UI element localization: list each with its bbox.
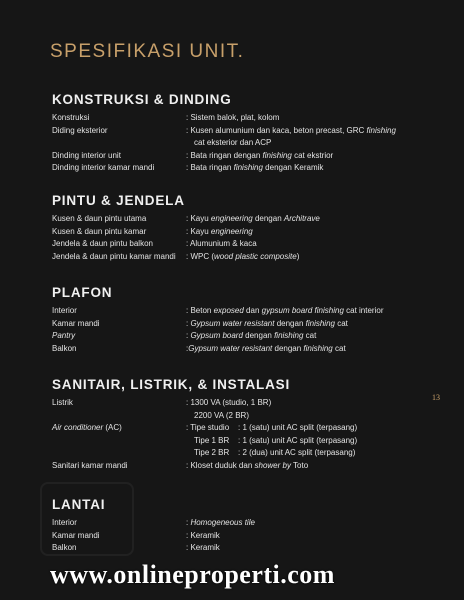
section-title: KONSTRUKSI & DINDING [52,92,232,107]
spec-row [52,305,442,318]
spec-row-listrik-2 [52,410,442,423]
spec-row [52,343,442,356]
section-lantai [52,497,442,555]
spec-value: : Beton exposed dan gypsum board finishing cat interior [186,306,384,315]
watermark-text: www.onlineproperti.com [50,560,335,589]
ac-type: : Tipe studio [186,423,230,432]
spec-value: : Bata ringan finishing dengan Keramik [186,163,324,172]
ac-value: : 1 (satu) unit AC split (terpasang) [238,423,358,432]
spec-row [52,251,442,264]
spec-label: Dinding interior kamar mandi [52,163,155,172]
page-title: SPESIFIKASI UNIT. [50,41,245,62]
spec-row [52,125,442,150]
spec-label: Jendela & daun pintu balkon [52,239,153,248]
spec-value: : Homogeneous tile [186,518,255,527]
section-sanitair [52,377,442,472]
spec-label: Kamar mandi [52,318,100,328]
spec-value: :Gypsum water resistant dengan finishing cat [186,343,346,353]
spec-row-ac [52,435,442,448]
spec-value: : Kayu engineering [186,226,253,236]
spec-value: : Gypsum board dengan finishing cat [186,331,317,340]
spec-row [52,318,442,331]
spec-row [52,517,442,530]
spec-label: Kamar mandi [52,530,100,540]
spec-value: : Bata ringan dengan finishing cat ekstrior [186,150,334,160]
spec-value: 2200 VA (2 BR) [194,410,249,420]
spec-label: Pantry [52,331,76,340]
section-konstruksi [52,92,442,175]
spec-row [52,542,442,555]
spec-label: Balkon [52,543,77,552]
spec-row [52,330,442,343]
spec-value: : 1300 VA (studio, 1 BR) [186,398,272,407]
spec-label: Interior [52,518,77,527]
spec-value: : Kayu engineering dengan Architrave [186,214,320,223]
spec-label: Sanitari kamar mandi [52,460,128,470]
spec-value: : Keramik [186,543,220,552]
section-title: LANTAI [52,497,106,512]
spec-label: Air conditioner (AC) [52,423,122,432]
section-title: PINTU & JENDELA [52,193,185,208]
ac-value: : 2 (dua) unit AC split (terpasang) [238,448,356,457]
spec-row-listrik [52,397,442,410]
spec-row [52,162,442,175]
spec-row [52,238,442,251]
spec-label: Kusen & daun pintu kamar [52,226,147,236]
page-number: 13 [432,393,440,402]
spec-row-ac [52,447,442,460]
spec-label: Diding eksterior [52,125,108,135]
spec-label: Balkon [52,343,77,353]
spec-row-ac [52,422,442,435]
spec-value: : Alumunium & kaca [186,239,257,248]
spec-value: : Kusen alumunium dan kaca, beton precast, GRC finishing cat eksterior dan ACP [186,125,396,147]
spec-label: Konstruksi [52,113,90,122]
section-plafon [52,285,442,355]
spec-row [52,530,442,543]
ac-type: Tipe 2 BR [194,448,230,457]
spec-label: Interior [52,306,77,315]
section-title: SANITAIR, LISTRIK, & INSTALASI [52,377,290,392]
spec-value: : WPC (wood plastic composite) [186,251,300,261]
ac-type: Tipe 1 BR [194,435,230,445]
spec-value: : Kloset duduk dan shower by Toto [186,460,309,470]
section-pintu-jendela [52,193,442,263]
spec-row [52,112,442,125]
spec-row [52,226,442,239]
ac-value: : 1 (satu) unit AC split (terpasang) [238,435,358,445]
section-title: PLAFON [52,285,113,300]
spec-row-sanitari [52,460,442,473]
spec-value: : Gypsum water resistant dengan finishing cat [186,318,348,328]
spec-row [52,213,442,226]
spec-label: Listrik [52,398,73,407]
spec-label: Kusen & daun pintu utama [52,214,147,223]
spec-label: Dinding interior unit [52,150,121,160]
spec-value: : Keramik [186,530,220,540]
spec-label: Jendela & daun pintu kamar mandi [52,251,176,261]
spec-row [52,150,442,163]
spec-value: : Sistem balok, plat, kolom [186,113,280,122]
